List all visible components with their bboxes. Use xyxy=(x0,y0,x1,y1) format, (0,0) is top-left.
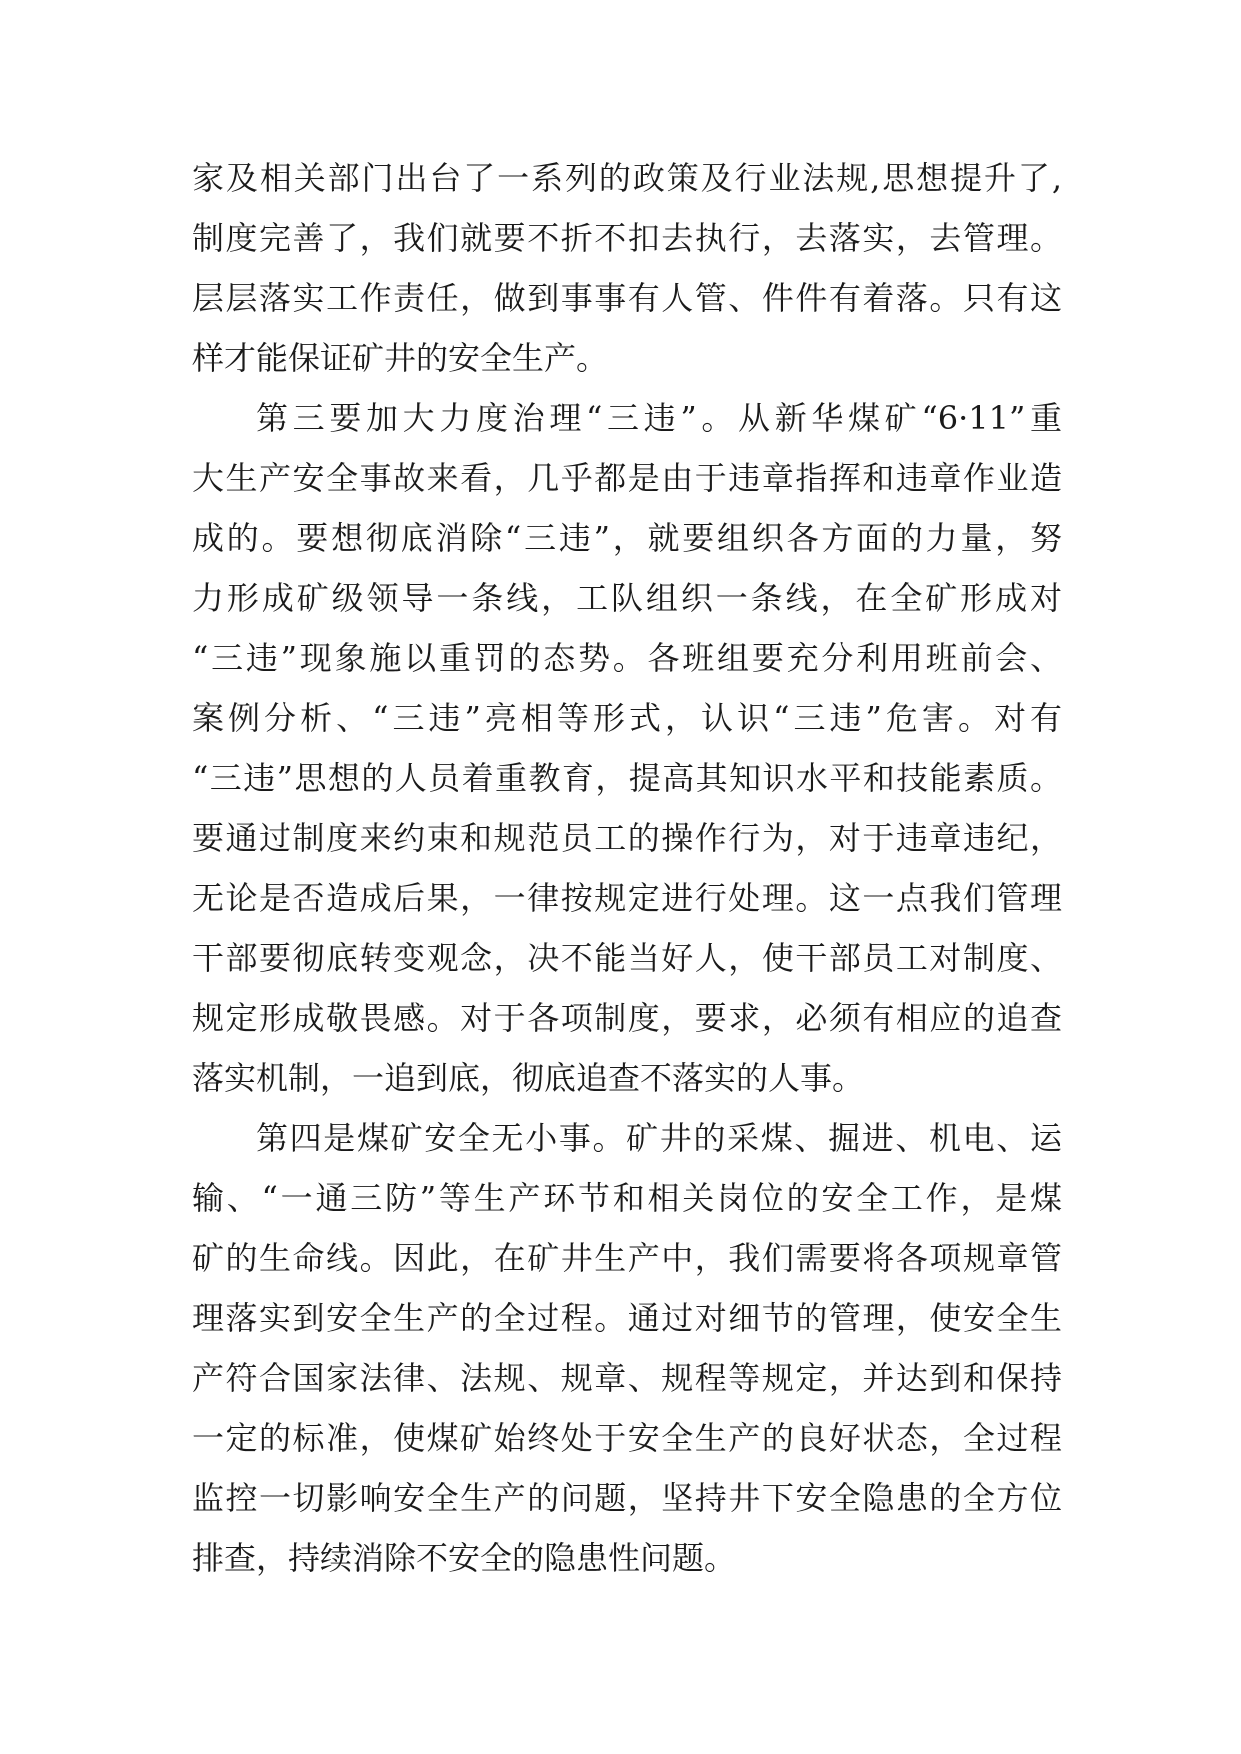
document-body xyxy=(192,148,1062,1588)
text-line: 落实机制，一追到底，彻底追查不落实的人事。 xyxy=(192,1059,865,1097)
text-line: 干部要彻底转变观念，决不能当好人，使干部员工对制度、 xyxy=(192,939,1062,977)
text-line: “三违”现象施以重罚的态势。各班组要充分利用班前会、 xyxy=(192,639,1062,677)
text-line: “三违”思想的人员着重教育，提高其知识水平和技能素质。 xyxy=(192,759,1062,797)
text-line: 制度完善了，我们就要不折不扣去执行，去落实，去管理。 xyxy=(192,219,1062,257)
text-line: 第四是煤矿安全无小事。矿井的采煤、掘进、机电、运 xyxy=(256,1119,1062,1157)
text-line: 理落实到安全生产的全过程。通过对细节的管理，使安全生 xyxy=(192,1299,1062,1337)
text-line: 一定的标准，使煤矿始终处于安全生产的良好状态，全过程 xyxy=(192,1419,1062,1457)
text-line: 监控一切影响安全生产的问题，坚持井下安全隐患的全方位 xyxy=(192,1479,1062,1517)
text-line: 家及相关部门出台了一系列的政策及行业法规,思想提升了, xyxy=(192,159,1062,197)
text-line: 第三要加大力度治理“三违”。从新华煤矿“6·11”重 xyxy=(256,399,1062,437)
text-line: 力形成矿级领导一条线，工队组织一条线，在全矿形成对 xyxy=(192,579,1062,617)
text-line: 要通过制度来约束和规范员工的操作行为，对于违章违纪， xyxy=(192,819,1062,857)
text-line: 规定形成敬畏感。对于各项制度，要求，必须有相应的追查 xyxy=(192,999,1062,1037)
text-line: 成的。要想彻底消除“三违”，就要组织各方面的力量，努 xyxy=(192,519,1062,557)
text-line: 矿的生命线。因此，在矿井生产中，我们需要将各项规章管 xyxy=(192,1239,1062,1277)
text-line: 大生产安全事故来看，几乎都是由于违章指挥和违章作业造 xyxy=(192,459,1062,497)
paragraph xyxy=(192,148,1062,388)
paragraph xyxy=(192,1108,1062,1588)
text-line: 案例分析、“三违”亮相等形式，认识“三违”危害。对有 xyxy=(192,699,1062,737)
text-line: 产符合国家法律、法规、规章、规程等规定，并达到和保持 xyxy=(192,1359,1062,1397)
paragraph xyxy=(192,388,1062,1108)
text-line: 层层落实工作责任，做到事事有人管、件件有着落。只有这 xyxy=(192,279,1062,317)
text-line: 输、“一通三防”等生产环节和相关岗位的安全工作，是煤 xyxy=(192,1179,1062,1217)
text-line: 样才能保证矿井的安全生产。 xyxy=(192,339,609,377)
text-line: 排查，持续消除不安全的隐患性问题。 xyxy=(192,1539,737,1577)
text-line: 无论是否造成后果，一律按规定进行处理。这一点我们管理 xyxy=(192,879,1062,917)
